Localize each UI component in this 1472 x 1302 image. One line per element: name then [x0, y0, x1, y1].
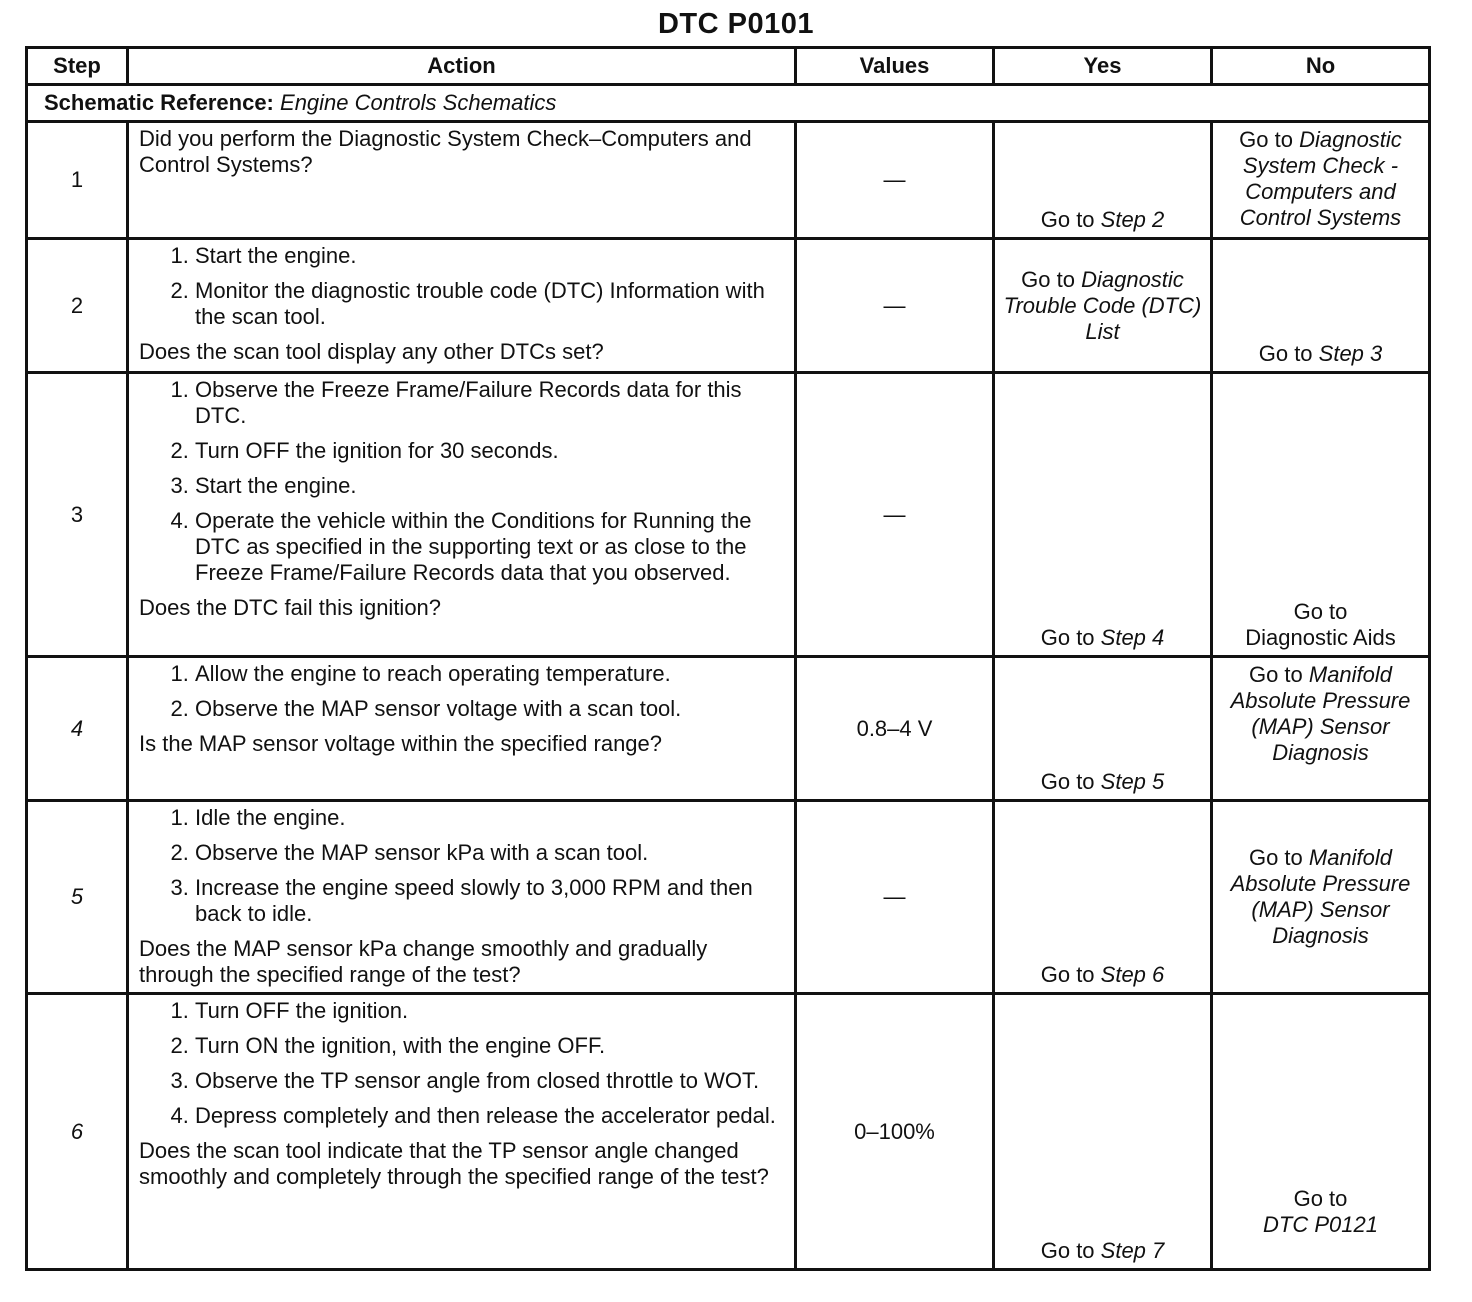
yes-link[interactable]: Step 5	[1100, 769, 1165, 794]
action-question: Is the MAP sensor voltage within the specified range?	[139, 731, 663, 756]
no-link[interactable]: Step 3	[1318, 341, 1383, 366]
value-cell: 0.8–4 V	[796, 657, 994, 801]
no-prefix: Go to	[1258, 341, 1319, 366]
diagnostic-table	[25, 46, 1431, 1271]
no-cell	[1212, 239, 1430, 373]
action-item: 1. Idle the engine.	[195, 805, 784, 831]
table-row	[27, 122, 1430, 239]
table-row	[27, 994, 1430, 1270]
yes-cell	[994, 122, 1212, 239]
step-number: 5	[27, 801, 128, 994]
action-list	[139, 661, 784, 722]
no-cell	[1212, 994, 1430, 1270]
action-item: 1. Observe the Freeze Frame/Failure Records data for this DTC.	[195, 377, 784, 429]
action-item: 2. Observe the MAP sensor kPa with a scan tool.	[195, 840, 784, 866]
yes-cell	[994, 657, 1212, 801]
action-item: 1. Allow the engine to reach operating temperature.	[195, 661, 784, 687]
value-cell: —	[796, 801, 994, 994]
action-item: 3. Observe the TP sensor angle from closed throttle to WOT.	[195, 1068, 784, 1094]
action-question: Does the MAP sensor kPa change smoothly and gradually through the specified range of the test?	[139, 936, 708, 987]
no-prefix: Go to	[1293, 599, 1348, 624]
action-list	[139, 805, 784, 927]
action-question: Does the scan tool display any other DTCs set?	[139, 339, 604, 364]
no-prefix: Go to	[1293, 1186, 1348, 1211]
header-row	[27, 48, 1430, 85]
yes-prefix: Go to	[1040, 769, 1101, 794]
table-row	[27, 657, 1430, 801]
header-yes: Yes	[994, 48, 1212, 85]
action-cell	[128, 657, 796, 801]
action-item: 1. Turn OFF the ignition.	[195, 998, 784, 1024]
step-number: 6	[27, 994, 128, 1270]
yes-prefix: Go to	[1040, 625, 1101, 650]
no-cell	[1212, 122, 1430, 239]
action-cell	[128, 994, 796, 1270]
yes-link[interactable]: Diagnostic Trouble Code (DTC) List	[1003, 266, 1202, 344]
action-item: 2. Turn ON the ignition, with the engine OFF.	[195, 1033, 784, 1059]
no-link[interactable]: Manifold Absolute Pressure (MAP) Sensor Diagnosis	[1230, 662, 1411, 765]
action-item: 3. Start the engine.	[195, 473, 784, 499]
action-list	[139, 377, 784, 586]
yes-prefix: Go to	[1021, 266, 1082, 292]
action-question: Did you perform the Diagnostic System Check–Computers and Control Systems?	[139, 126, 752, 177]
yes-cell	[994, 994, 1212, 1270]
schematic-link[interactable]: Engine Controls Schematics	[280, 90, 557, 115]
yes-cell	[994, 239, 1212, 373]
no-cell	[1212, 657, 1430, 801]
action-cell	[128, 239, 796, 373]
action-question: Does the scan tool indicate that the TP sensor angle changed smoothly and completely through the specified range of the test?	[139, 1138, 769, 1189]
step-number: 1	[27, 122, 128, 239]
action-item: 3. Increase the engine speed slowly to 3,000 RPM and then back to idle.	[195, 875, 784, 927]
yes-cell	[994, 373, 1212, 657]
value-cell: —	[796, 239, 994, 373]
page-title: DTC P0101	[657, 8, 814, 40]
no-prefix: Go to	[1239, 127, 1300, 152]
yes-prefix: Go to	[1040, 207, 1101, 232]
no-cell	[1212, 373, 1430, 657]
no-link[interactable]: DTC P0121	[1263, 1212, 1378, 1237]
yes-link[interactable]: Step 6	[1100, 962, 1165, 987]
yes-link[interactable]: Step 4	[1100, 625, 1165, 650]
yes-cell	[994, 801, 1212, 994]
step-number: 2	[27, 239, 128, 373]
no-link[interactable]: Diagnostic System Check - Computers and Control Systems	[1239, 127, 1402, 230]
yes-link[interactable]: Step 7	[1100, 1238, 1165, 1263]
step-number: 3	[27, 373, 128, 657]
value-cell: —	[796, 373, 994, 657]
no-link[interactable]: Diagnostic Aids	[1245, 625, 1396, 650]
no-link[interactable]: Manifold Absolute Pressure (MAP) Sensor Diagnosis	[1230, 845, 1411, 948]
action-item: 1. Start the engine.	[195, 243, 784, 269]
header-step: Step	[27, 48, 128, 85]
action-item: 4. Depress completely and then release the accelerator pedal.	[195, 1103, 784, 1129]
header-action: Action	[128, 48, 796, 85]
action-item: 2. Observe the MAP sensor voltage with a scan tool.	[195, 696, 784, 722]
action-list	[139, 998, 784, 1129]
step-number: 4	[27, 657, 128, 801]
table-row	[27, 801, 1430, 994]
header-no: No	[1212, 48, 1430, 85]
yes-link[interactable]: Step 2	[1100, 207, 1165, 232]
action-cell	[128, 801, 796, 994]
schematic-row	[27, 85, 1430, 122]
action-cell	[128, 373, 796, 657]
action-question: Does the DTC fail this ignition?	[139, 595, 442, 620]
action-list	[139, 243, 784, 330]
value-cell: 0–100%	[796, 994, 994, 1270]
yes-prefix: Go to	[1040, 1238, 1101, 1263]
table-row	[27, 373, 1430, 657]
no-cell	[1212, 801, 1430, 994]
action-item: 2. Monitor the diagnostic trouble code (DTC) Information with the scan tool.	[195, 278, 784, 330]
action-item: 2. Turn OFF the ignition for 30 seconds.	[195, 438, 784, 464]
no-prefix: Go to	[1248, 662, 1309, 687]
action-cell	[128, 122, 796, 239]
table-row	[27, 239, 1430, 373]
action-item: 4. Operate the vehicle within the Conditions for Running the DTC as specified in the supporting text or as close to the Freeze Frame/Failure Records data that you observed.	[195, 508, 784, 586]
schematic-reference	[27, 85, 1430, 122]
value-cell: —	[796, 122, 994, 239]
header-values: Values	[796, 48, 994, 85]
no-prefix: Go to	[1248, 845, 1309, 870]
schematic-label: Schematic Reference:	[44, 90, 274, 115]
yes-prefix: Go to	[1040, 962, 1101, 987]
